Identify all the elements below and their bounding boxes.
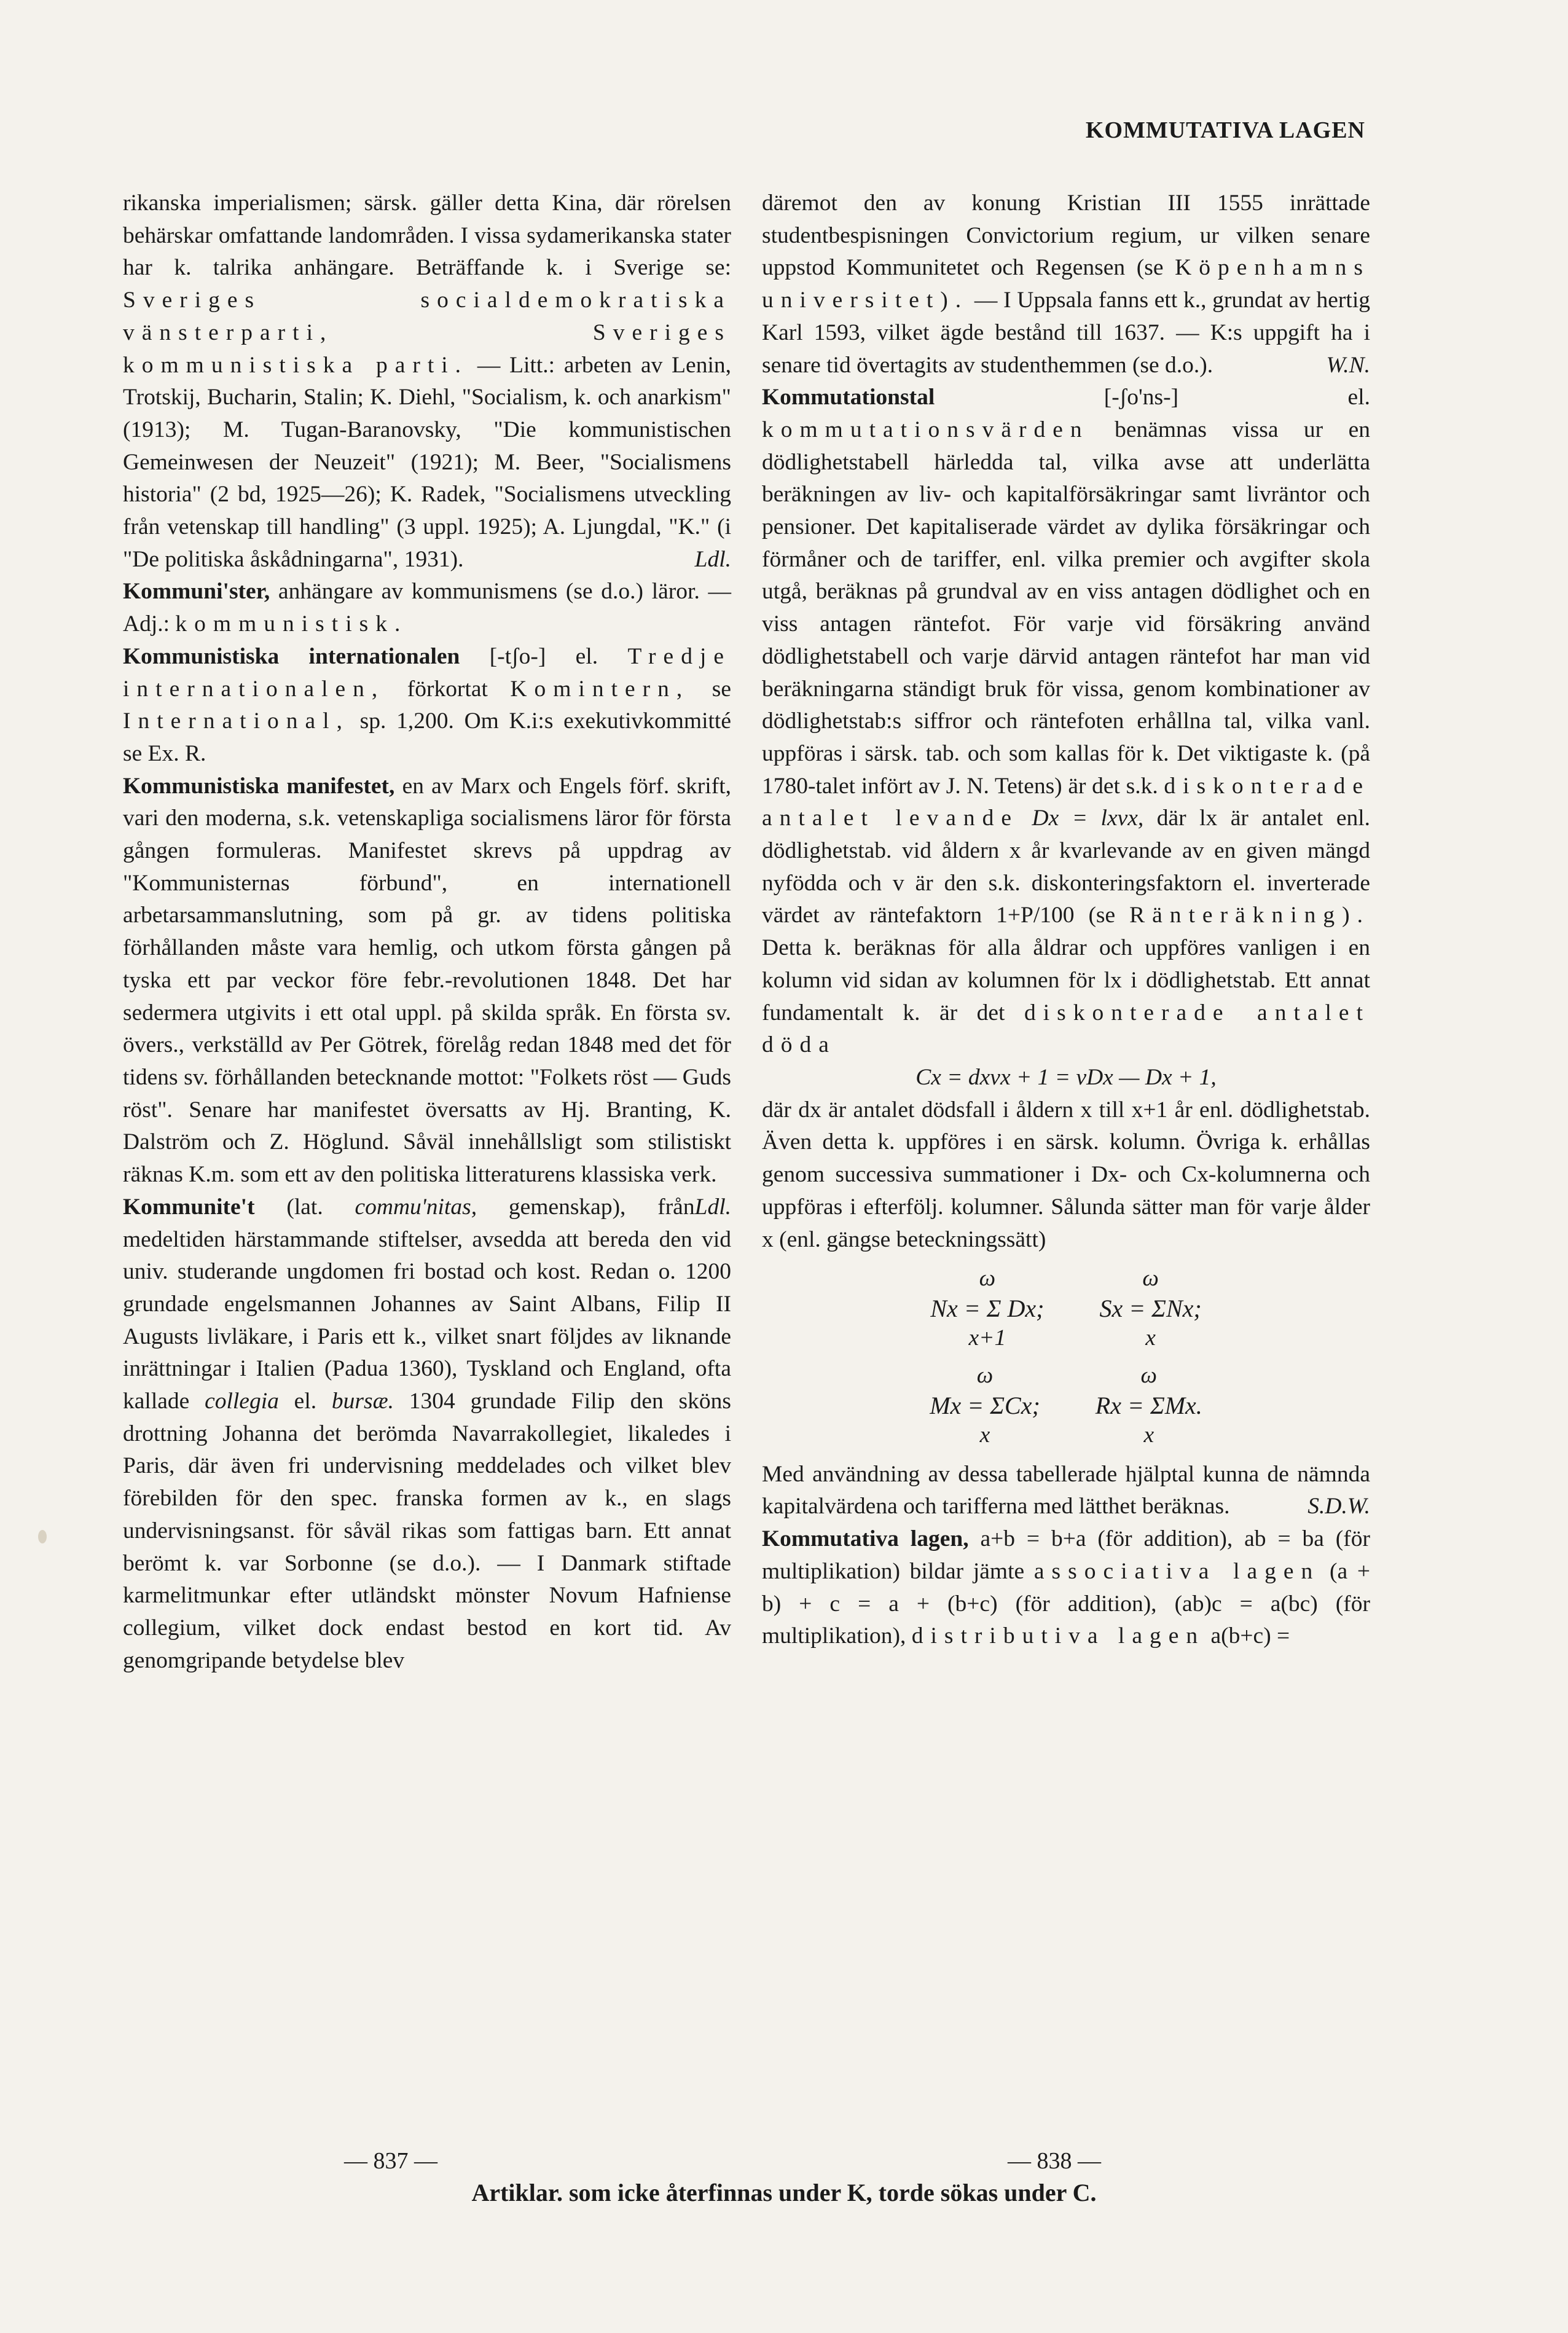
left-column bbox=[123, 187, 731, 1677]
sum-nx: ω Nx = Σ Dx; x+1 bbox=[930, 1266, 1045, 1351]
page-number-right: — 838 — bbox=[1008, 2148, 1101, 2174]
entry-kommutationstal: Kommutationstal [-ʃo'ns-] el. kommutationsvärden benämnas vissa ur en dödlighetstabell härledda tal, vilka avse att underlätta beräkningen av liv- och kapitalförsäkringar samt livräntor och pensioner. Det kapitaliserade värdet av dylika försäkringar och förmåner och de tariffer, enl. vilka premier och avgifter skola utgå, beräknas på grundval av en viss antagen dödlighet och en viss antagen räntefot. För varje vid försäkring använd dödlighetstabell och varje därvid antagen räntefot har man vid beräkningarna ständigt bruk för vissa, genom kombinationer av dödlighetstab:s siffror och räntefoten erhållna tal, vilka vanl. uppföras i särsk. tab. och som kallas för k. Det viktigaste k. (på 1780-talet infört av J. N. Tetens) är det s.k. diskonterade antalet levande Dx = lxvx, där lx är antalet enl. dödlighetstab. vid åldern x år kvarlevande av en given mängd nyfödda och v är den s.k. diskonteringsfaktorn el. inverterade värdet av räntefaktorn 1+P/100 (se Ränteräkning). Detta k. beräknas för alla åldrar och uppföres vanligen i en kolumn vid sidan av kolumnen för lx i dödlighetstab. Ett annat fundamentalt k. är det diskonterade antalet döda bbox=[762, 385, 1371, 1058]
signature: Ldl. bbox=[694, 546, 731, 572]
summation-formulas bbox=[762, 1265, 1370, 1450]
signature: W.N. bbox=[1326, 352, 1370, 378]
summation-row-2 bbox=[762, 1362, 1370, 1450]
entry-kommutationstal-part2: där dx är antalet dödsfall i åldern x till x+1 år enl. dödlighetstab. Även detta k. uppföres i en särsk. kolumn. Övriga k. erhållas genom successiva summationer i Dx- och Cx-kolumnerna och uppföras i efterfölj. kolumner. Sålunda sätter man för varje ålder x (enl. gängse beteckningssätt) bbox=[762, 1097, 1370, 1252]
signature: Ldl. bbox=[694, 1194, 731, 1220]
entry-kommunitet: Kommunite't (lat. commu'nitas, gemenskap), från medeltiden härstammande stiftelser, avsedda att bereda den vid univ. studerande ungdomen fri bostad och kost. Redan o. 1200 grundade engelsmannen Johannes av Saint Albans, Filip II Augusts livläkare, i Paris ett k., vilket snart följdes av liknande inrättningar i Italien (Padua 1360), Tyskland och England, ofta kallade collegia el. bursæ. 1304 grundade Filip den sköns drottning Johanna det berömda Navarrakollegiet, likaledes i Paris, där även fri undervisning meddelades och vilket blev förebilden för den spec. franska formen av k., en slags undervisningsanst. för såväl rikas som fattigas barn. Ett annat berömt k. var Sorbonne (se d.o.). — I Danmark stiftade karmelitmunkar efter utländskt mönster Novum Hafniense collegium, vilket dock endast bestod en kort tid. Av genomgripande betydelse blev bbox=[123, 1194, 731, 1673]
page-number-left: — 837 — bbox=[344, 2148, 437, 2174]
entry-kommunitet-continued: däremot den av konung Kristian III 1555 inrättade studentbespisningen Convictorium regium, ur vilken senare uppstod Kommunitetet och Regensen (se Köpenhamns universitet). — I Uppsala fanns ett k., grundat av hertig Karl 1593, vilket ägde bestånd till 1637. — K:s uppgift ha i senare tid övertagits av studenthemmen (se d.o.). W.N. bbox=[762, 187, 1370, 382]
entry-kommunister: Kommuni'ster, anhängare av kommunismens (se d.o.) läror. — Adj.: kommunistisk. bbox=[123, 579, 731, 637]
summation-row-1 bbox=[762, 1265, 1370, 1353]
sum-rx: ω Rx = ΣMx. x bbox=[1095, 1362, 1202, 1448]
right-column bbox=[762, 187, 1370, 1653]
sum-mx: ω Mx = ΣCx; x bbox=[930, 1362, 1040, 1448]
sum-sx: ω Sx = ΣNx; x bbox=[1099, 1266, 1202, 1351]
paper-stain bbox=[38, 1530, 47, 1543]
entry-kommunism-continued: rikanska imperialismen; särsk. gäller detta Kina, där rörelsen behärskar omfattande landområden. I vissa sydamerikanska stater har k. talrika anhängare. Beträffande k. i Sverige se: Sveriges socialdemokratiska vänsterparti, Sveriges kommunistiska parti. — Litt.: arbeten av Lenin, Trotskij, Bucharin, Stalin; K. Diehl, "Socialism, k. och anarkism" (1913); M. Tugan-Baranovsky, "Die kommunistischen Gemeinwesen der Neuzeit" (1921); M. Beer, "Socialismens historia" (2 bd, 1925—26); K. Radek, "Socialismens utveckling från vetenskap till handling" (3 uppl. 1925); A. Ljungdal, "K." (i "De politiska åskådningarna", 1931). Ldl. bbox=[123, 187, 731, 576]
entry-kommunistiska-manifestet: Kommunistiska manifestet, en av Marx och Engels förf. skrift, vari den moderna, s.k. vetenskapliga socialismens läror för första gången formuleras. Manifestet skrevs på uppdrag av "Kommunisternas förbund", en internationell arbetarsammanslutning, som på gr. av tidens politiska förhållanden måste vara hemlig, och utkom första gången på tyska ett par veckor före febr.-revolutionen 1848. Det har sedermera utgivits i ett otal uppl. på skilda språk. En första sv. övers., verkställd av Per Götrek, förelåg redan 1848 med det för tidens sv. förhållanden betecknande mottot: "Folkets röst — Guds röst". Senare har manifestet översatts av Hj. Branting, K. Dalström och Z. Höglund. Såväl innehållsligt som stilistiskt räknas K.m. som ett av den politiska litteraturens klassiska verk. Ldl. bbox=[123, 770, 731, 1191]
running-title: KOMMUTATIVA LAGEN bbox=[1085, 117, 1365, 143]
entry-kommutativa-lagen: Kommutativa lagen, a+b = b+a (för addition), ab = ba (för multiplikation) bildar jämte associativa lagen (a + b) + c = a + (b+c) (för addition), (ab)c = a(bc) (för multiplikation), distributiva lagen a(b+c) = bbox=[762, 1526, 1371, 1649]
footer-note: Artiklar. som icke återfinnas under K, torde sökas under C. bbox=[471, 2179, 1097, 2206]
signature: S.D.W. bbox=[1307, 1494, 1370, 1519]
formula-dx: Dx = lxvx, bbox=[1032, 806, 1144, 831]
formula-cx: Cx = dxvx + 1 = vDx — Dx + 1, bbox=[915, 1064, 1217, 1090]
entry-kommutationstal-end: Med användning av dessa tabellerade hjälptal kunna de nämnda kapitalvärdena och tarifferna med lätthet beräknas. S.D.W. bbox=[762, 1459, 1370, 1523]
entry-kommunistiska-internationalen: Kommunistiska internationalen [-tʃo-] el. Tredje internationalen, förkortat Komintern, se International, sp. 1,200. Om K.i:s exekutivkommitté se Ex. R. bbox=[123, 643, 732, 766]
